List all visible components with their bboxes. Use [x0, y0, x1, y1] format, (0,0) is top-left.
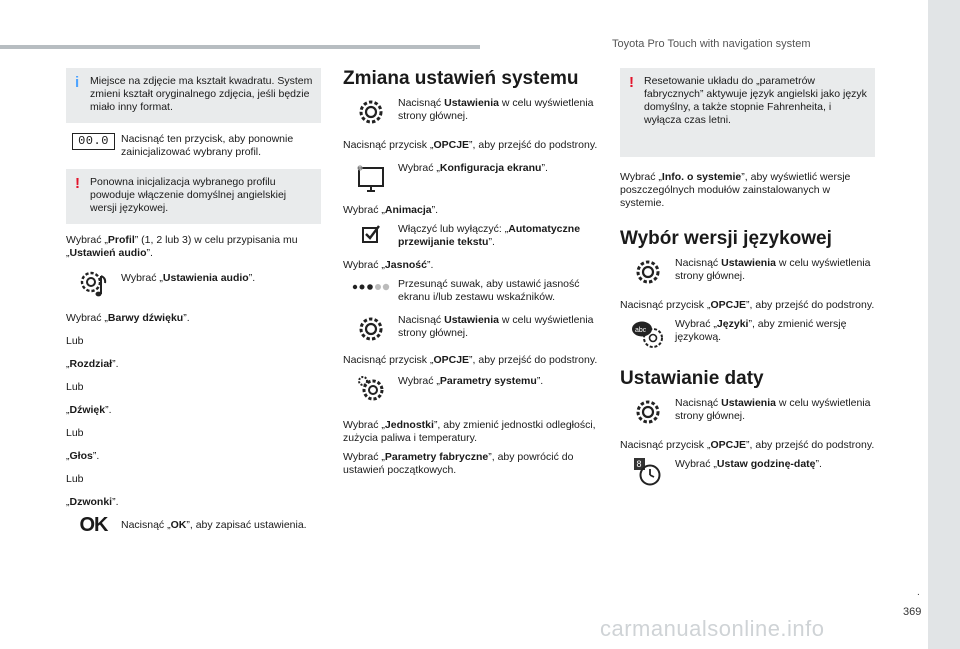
or-label: Lub — [66, 473, 84, 485]
settings-row — [343, 97, 598, 127]
header-title: Toyota Pro Touch with navigation system — [612, 38, 811, 50]
set-date-row — [620, 458, 875, 486]
column-2 — [343, 68, 598, 483]
gear-icon[interactable] — [356, 97, 386, 127]
fabryczne-instruction: Wybrać „Parametry fabryczne”, aby powrócić do ustawień początkowych. — [343, 451, 574, 476]
checkbox-icon[interactable] — [360, 223, 382, 245]
screen-config-text: Wybrać „Konfiguracja ekranu”. — [398, 162, 548, 174]
language-icon[interactable] — [630, 318, 666, 350]
info-note — [66, 68, 321, 123]
info-icon: i — [75, 74, 80, 91]
reset-row — [66, 133, 321, 159]
date-settings-text: Nacisnąć Ustawienia w celu wyświetlenia strony głównej. — [675, 397, 871, 422]
watermark: carmanualsonline.info — [600, 616, 825, 641]
warning-note-text: Ponowna inicjalizacja wybranego profilu powoduje włączenie domyślnej angielskiej wersji językowej. — [90, 176, 287, 214]
brightness-slider-icon[interactable] — [351, 282, 391, 292]
info-note-text: Miejsce na zdjęcie ma kształt kwadratu. System zmieni kształt oryginalnego zdjęcia, jeśli będzie miało inny format. — [90, 75, 313, 113]
lang-settings-row — [620, 257, 875, 287]
section-heading-date: Ustawianie daty — [620, 368, 764, 389]
date-settings-row — [620, 397, 875, 427]
rozdzial-option: „Rozdział”. — [66, 358, 119, 370]
jasnosc-instruction: Wybrać „Jasność”. — [343, 259, 434, 271]
gear-icon[interactable] — [633, 257, 663, 287]
autoscroll-row — [343, 223, 598, 249]
page-dots: . — [917, 587, 920, 598]
glos-option: „Głos”. — [66, 450, 100, 462]
set-date-text: Wybrać „Ustaw godzinę-datę”. — [675, 458, 822, 470]
settings-text-2: Nacisnąć Ustawienia w celu wyświetlenia strony głównej. — [398, 314, 594, 339]
ok-button-icon[interactable]: OK — [79, 514, 108, 536]
section-heading-system: Zmiana ustawień systemu — [343, 68, 579, 89]
lang-settings-text: Nacisnąć Ustawienia w celu wyświetlenia strony głównej. — [675, 257, 871, 282]
or-label: Lub — [66, 335, 84, 347]
sysinfo-instruction: Wybrać „Info. o systemie”, aby wyświetlić wersje poszczególnych modułów zainstalowanych w systemie. — [620, 171, 851, 209]
audio-settings-icon[interactable] — [77, 268, 111, 300]
monitor-icon[interactable] — [354, 162, 388, 194]
barwy-instruction: Wybrać „Barwy dźwięku”. — [66, 312, 190, 324]
slider-text: Przesunąć suwak, aby ustawić jasność ekranu i/lub zestawu wskaźników. — [398, 278, 580, 303]
or-label: Lub — [66, 381, 84, 393]
side-strip — [928, 0, 960, 649]
autoscroll-text: Włączyć lub wyłączyć: „Automatyczne przewijanie tekstu”. — [398, 223, 581, 248]
ok-row — [66, 514, 321, 536]
system-params-text: Wybrać „Parametry systemu”. — [398, 375, 544, 387]
clock-date-icon[interactable] — [634, 458, 662, 486]
audio-row — [66, 268, 321, 300]
slider-row — [343, 278, 598, 304]
lang-opcje-instruction: Nacisnąć przycisk „OPCJE”, aby przejść do podstrony. — [620, 299, 875, 311]
svg-text:abc: abc — [634, 327, 646, 334]
reset-profile-icon[interactable]: 00.0 — [72, 133, 115, 150]
gear-icon[interactable] — [356, 314, 386, 344]
section-heading-language: Wybór wersji językowej — [620, 228, 832, 249]
warning-icon: ! — [75, 175, 80, 192]
languages-row — [620, 318, 875, 350]
warning-note-factory — [620, 68, 875, 157]
double-gear-icon[interactable] — [355, 373, 387, 405]
profil-instruction: Wybrać „Profil” (1, 2 lub 3) w celu przypisania mu „Ustawień audio”. — [66, 234, 298, 259]
warning-icon: ! — [629, 74, 634, 91]
opcje-instruction: Nacisnąć przycisk „OPCJE”, aby przejść do podstrony. — [343, 139, 598, 151]
header-rule — [0, 45, 480, 49]
screen-config-row — [343, 162, 598, 194]
date-badge: 8 — [634, 458, 645, 470]
ok-text: Nacisnąć „OK”, aby zapisać ustawienia. — [121, 519, 307, 531]
gear-icon[interactable] — [633, 397, 663, 427]
jednostki-instruction: Wybrać „Jednostki”, aby zmienić jednostki odległości, zużycia paliwa i temperatury. — [343, 419, 596, 444]
dzwonki-option: „Dzwonki”. — [66, 496, 119, 508]
date-opcje-instruction: Nacisnąć przycisk „OPCJE”, aby przejść do podstrony. — [620, 439, 875, 451]
system-params-row — [343, 373, 598, 405]
reset-text: Nacisnąć ten przycisk, aby ponownie zainicjalizować wybrany profil. — [121, 133, 294, 158]
warning-factory-text: Resetowanie układu do „parametrów fabrycznych” aktywuje język angielski jako język domyślny, a także stopnie Fahrenheita, i wyłącza czas letni. — [644, 75, 867, 126]
languages-text: Wybrać „Języki”, aby zmienić wersję językową. — [675, 318, 847, 343]
settings-row-2 — [343, 314, 598, 344]
audio-text: Wybrać „Ustawienia audio”. — [121, 272, 256, 284]
settings-text: Nacisnąć Ustawienia w celu wyświetlenia strony głównej. — [398, 97, 594, 122]
column-1 — [66, 68, 321, 538]
warning-note — [66, 169, 321, 224]
dzwiek-option: „Dźwięk”. — [66, 404, 112, 416]
or-label: Lub — [66, 427, 84, 439]
animacja-instruction: Wybrać „Animacja”. — [343, 204, 439, 216]
opcje-instruction-2: Nacisnąć przycisk „OPCJE”, aby przejść do podstrony. — [343, 354, 598, 366]
page-number: 369 — [903, 606, 922, 618]
column-3 — [620, 68, 875, 492]
